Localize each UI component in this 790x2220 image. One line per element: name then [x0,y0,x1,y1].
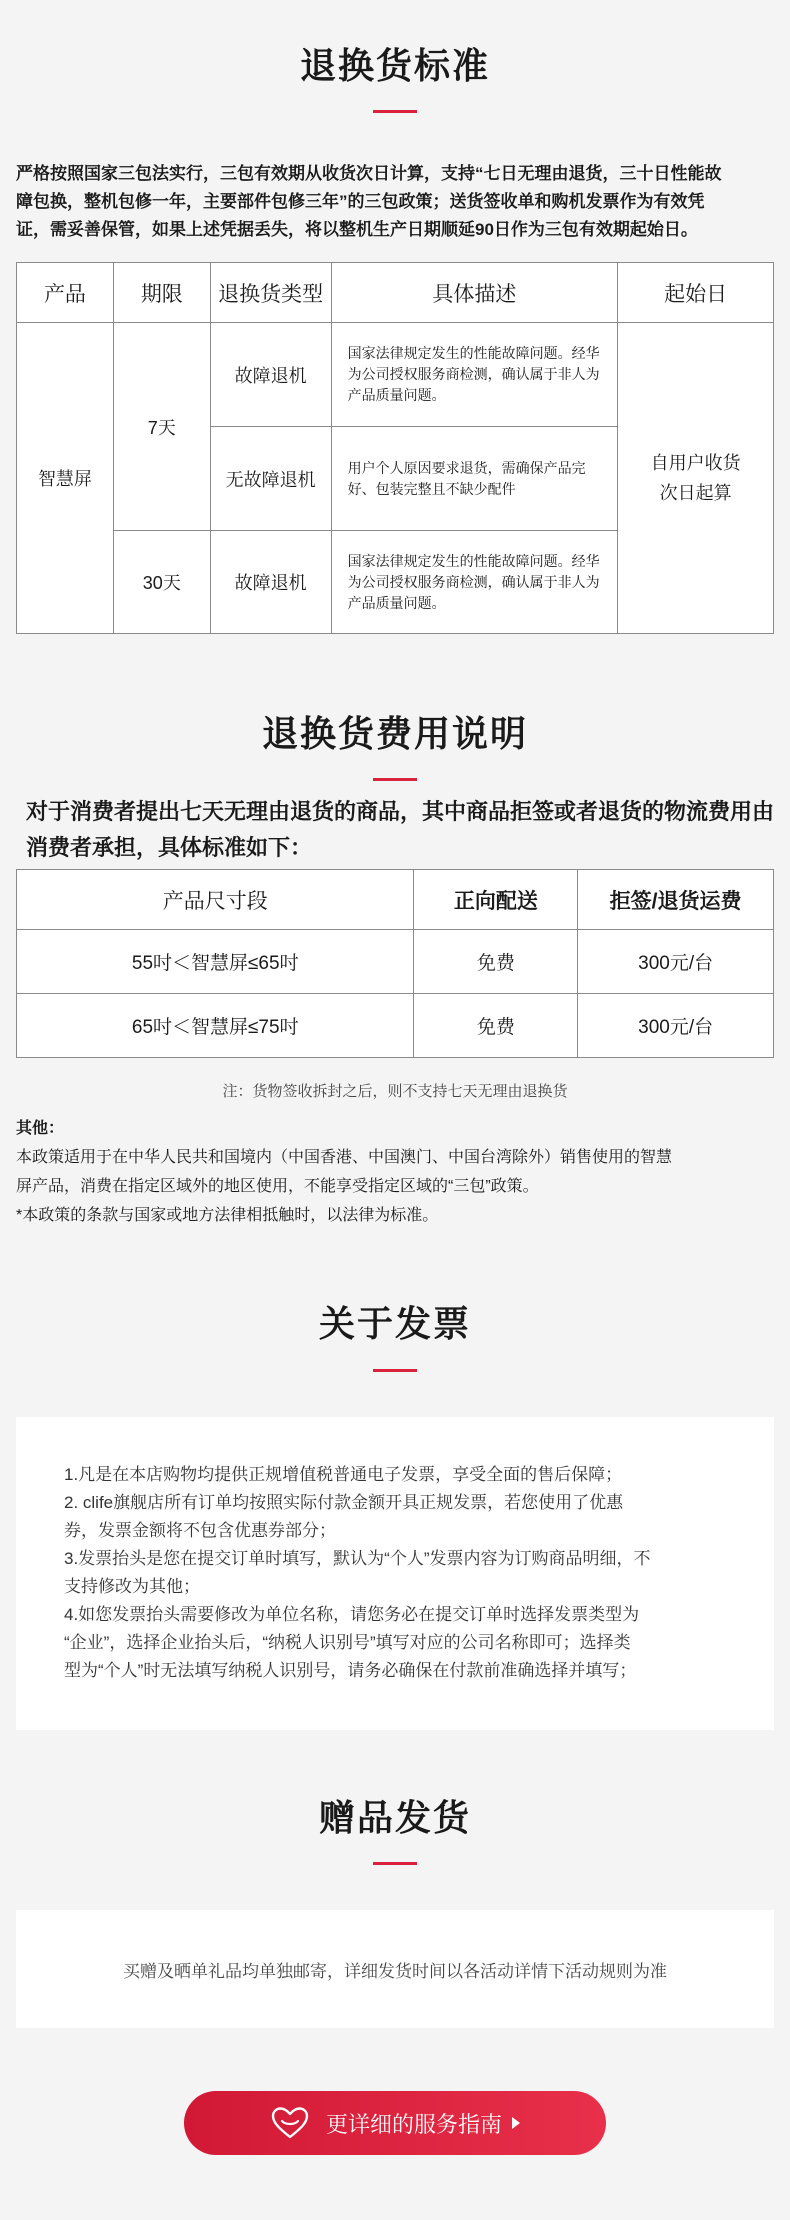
other-line: 本政策适用于在中华人民共和国境内（中国香港、中国澳门、中国台湾除外）销售使用的智慧 [16,1149,673,1166]
delivery-cell: 免费 [414,994,578,1058]
table-header: 拒签/退货运费 [578,870,774,930]
return-fee-lead [26,794,776,866]
other-line: *本政策的条款与国家或地方法律相抵触时，以法律为标准。 [16,1207,439,1224]
intro-line: 障包换，整机包修一年，主要部件包修三年”的三包政策；送货签收单和购机发票作为有效凭 [16,192,705,211]
desc-cell: 国家法律规定发生的性能故障问题。经华为公司授权服务商检测，确认属于非人为产品质量问题。 [331,323,618,427]
type-cell: 故障退机 [210,531,331,634]
arrow-right-icon [512,2117,520,2129]
table-row [17,323,774,427]
table-header: 退换货类型 [210,263,331,323]
section-title-return-fee: 退换货费用说明 [261,713,528,754]
lead-line: 消费者承担，具体标准如下： [26,835,313,860]
product-cell: 智慧屏 [17,323,114,634]
section-title-underline [373,778,417,781]
return-fee-note: 注：货物签收拆封之后，则不支持七天无理由退换货 [222,1083,568,1100]
invoice-line: 3.发票抬头是您在提交订单时填写，默认为“个人”发票内容为订购商品明细，不 [64,1549,651,1568]
period-cell: 30天 [113,531,210,634]
section-title-gift: 赠品发货 [318,1797,471,1838]
gift-card [16,1910,774,2028]
section-title-return-standard: 退换货标准 [299,45,490,86]
desc-cell: 国家法律规定发生的性能故障问题。经华为公司授权服务商检测，确认属于非人为产品质量问题。 [331,531,618,634]
service-guide-label: 更详细的服务指南 [325,2111,502,2137]
section-title-underline [373,1862,417,1865]
return-policy-table [16,262,774,634]
section-title-underline [373,110,417,113]
fee-cell: 300元/台 [578,994,774,1058]
period-cell: 7天 [113,323,210,531]
invoice-line: 支持修改为其他； [64,1577,200,1596]
desc-cell: 用户个人原因要求退货，需确保产品完好、包装完整且不缺少配件 [331,427,618,531]
table-header: 起始日 [618,263,774,323]
invoice-line: 型为“个人”时无法填写纳税人识别号，请务必确保在付款前准确选择并填写； [64,1661,637,1680]
table-header: 正向配送 [414,870,578,930]
intro-line: 严格按照国家三包法实行，三包有效期从收货次日计算，支持“七日无理由退货，三十日性能故 [16,164,722,183]
delivery-cell: 免费 [414,930,578,994]
service-guide-button[interactable] [184,2091,606,2155]
start-line: 自用户收货 [650,453,741,473]
return-fee-table [16,869,774,1058]
table-row [17,930,774,994]
section-title-invoice: 关于发票 [318,1303,471,1344]
type-cell: 故障退机 [210,323,331,427]
table-header: 产品尺寸段 [17,870,414,930]
section-title-underline [373,1369,417,1372]
table-header-row [17,870,774,930]
invoice-line: “企业”，选择企业抬头后，“纳税人识别号”填写对应的公司名称即可；选择类 [64,1633,631,1652]
start-cell [618,323,774,634]
table-header-row [17,263,774,323]
lead-line: 对于消费者提出七天无理由退货的商品，其中商品拒签或者退货的物流费用由 [26,799,775,824]
invoice-line: 2. clife旗舰店所有订单均按照实际付款金额开具正规发票，若您使用了优惠 [64,1493,624,1512]
gift-text: 买赠及晒单礼品均单独邮寄，详细发货时间以各活动详情下活动规则为准 [123,1961,667,1981]
other-block [16,1114,774,1230]
table-header: 具体描述 [331,263,618,323]
heart-icon [270,2106,310,2140]
type-cell: 无故障退机 [210,427,331,531]
start-line: 次日起算 [659,483,732,503]
other-title: 其他： [16,1120,65,1137]
invoice-line: 券，发票金额将不包含优惠券部分； [64,1521,336,1540]
invoice-line: 4.如您发票抬头需要修改为单位名称，请您务必在提交订单时选择发票类型为 [64,1605,640,1624]
invoice-line: 1.凡是在本店购物均提供正规增值税普通电子发票，享受全面的售后保障； [64,1465,623,1484]
intro-line: 证，需妥善保管，如果上述凭据丢失，将以整机生产日期顺延90日作为三包有效期起始日。 [16,220,698,239]
size-cell: 65吋＜智慧屏≤75吋 [17,994,414,1058]
invoice-card [16,1417,774,1730]
table-header: 产品 [17,263,114,323]
table-row [17,994,774,1058]
size-cell: 55吋＜智慧屏≤65吋 [17,930,414,994]
table-header: 期限 [113,263,210,323]
other-line: 屏产品，消费在指定区域外的地区使用，不能享受指定区域的“三包”政策。 [16,1178,539,1195]
fee-cell: 300元/台 [578,930,774,994]
return-standard-intro [16,160,774,244]
